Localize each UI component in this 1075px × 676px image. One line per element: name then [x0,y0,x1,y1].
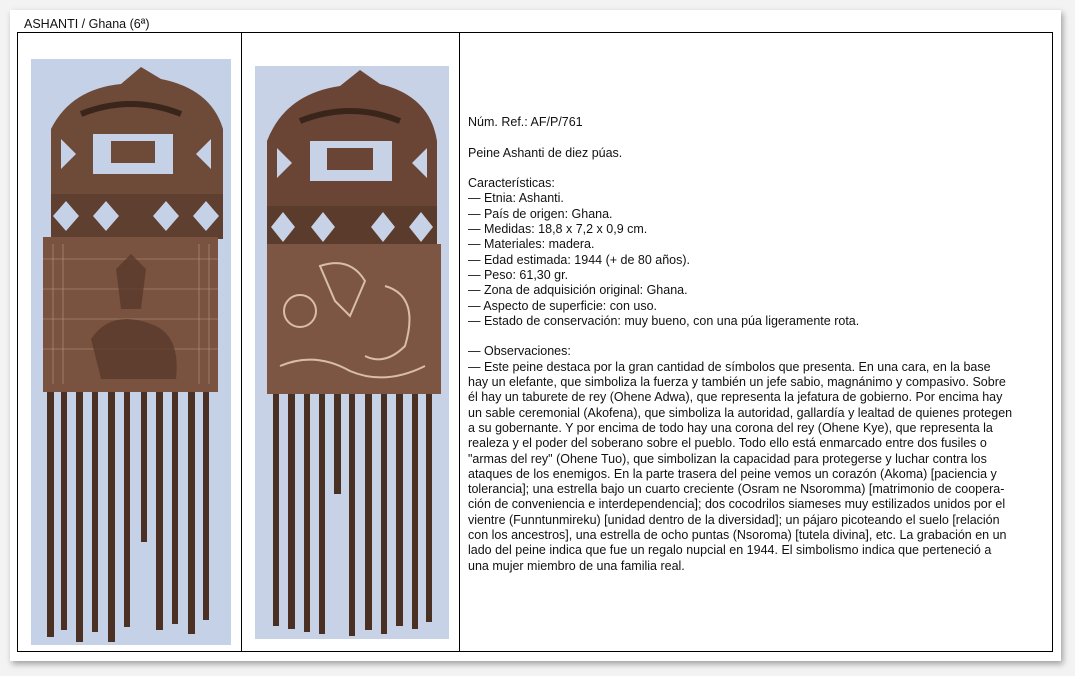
observation-line: a su gobernante. Y por encima de todo hay una corona del rey (Ohene Kye), que representa la [468,420,993,435]
observation-line: un sable ceremonial (Akofena), que simboliza la autoridad, gallardía y lealtad de quienes protegen [468,405,1013,420]
column-divider [241,33,242,651]
feature-item: — Etnia: Ashanti. [468,191,564,206]
catalog-table [17,32,1053,652]
features-heading: Características: [468,176,555,191]
comb-back-icon [255,66,449,639]
observation-line: ataques de los enemigos. En la parte trasera del peine vemos un corazón (Akoma) [paciencia y [468,466,997,481]
feature-item: — Aspecto de superficie: con uso. [468,298,657,313]
comb-front-icon [31,59,231,645]
feature-item: — Peso: 61,30 gr. [468,267,569,282]
observation-line: vientre (Funntunmireku) [unidad dentro de la diversidad]; un pájaro picoteando el suelo [relación [468,512,1000,527]
feature-item: — Medidas: 18,8 x 7,2 x 0,9 cm. [468,222,648,237]
column-divider [459,33,460,651]
description-text [468,115,1048,574]
comb-front-photo [31,59,231,645]
observation-line: ción de conveniencia e interdependencia]; dos cocodrilos siameses muy estilizados unidos por el [468,497,1006,512]
observation-line: — Este peine destaca por la gran cantidad de símbolos que presenta. En una cara, en la base [468,359,991,374]
observation-line: él hay un taburete de rey (Ohene Adwa), que representa la jefatura de gobierno. Por encima hay [468,390,1003,405]
observation-line: hay un elefante, que simboliza la fuerza y también un jefe sabio, magnánimo y compasivo. Sobre [468,375,1006,390]
comb-back-photo [255,66,449,639]
reference-number: Núm. Ref.: AF/P/761 [468,115,583,129]
document-sheet [10,10,1061,661]
observation-line: realeza y el poder del soberano sobre el pueblo. Todo ello está enmarcado entre dos fusiles o [468,436,987,451]
page-title: ASHANTI / Ghana (6ª) [24,17,150,31]
feature-item: — Zona de adquisición original: Ghana. [468,283,688,298]
observation-line: "armas del rey" (Ohene Tuo), que simbolizan la capacidad para protegerse y luchar contra los [468,451,987,466]
summary-text: Peine Ashanti de diez púas. [468,145,623,160]
feature-item: — Materiales: madera. [468,237,595,252]
observation-line: con los ancestros], una estrella de ocho puntas (Nsoroma) [tutela divina], etc. La grabación en un [468,528,1007,543]
observation-line: una mujer miembro de una familia real. [468,558,685,573]
feature-item: — País de origen: Ghana. [468,206,613,221]
observation-line: tolerancia]; una estrella bajo un cuarto creciente (Osram ne Nsoromma) [matrimonio de coopera- [468,482,1005,497]
observations-heading: — Observaciones: [468,344,571,359]
feature-item: — Estado de conservación: muy bueno, con una púa ligeramente rota. [468,313,860,328]
feature-item: — Edad estimada: 1944 (+ de 80 años). [468,252,691,267]
observation-line: lado del peine indica que fue un regalo nupcial en 1944. El simbolismo indica que perteneció a [468,543,992,558]
